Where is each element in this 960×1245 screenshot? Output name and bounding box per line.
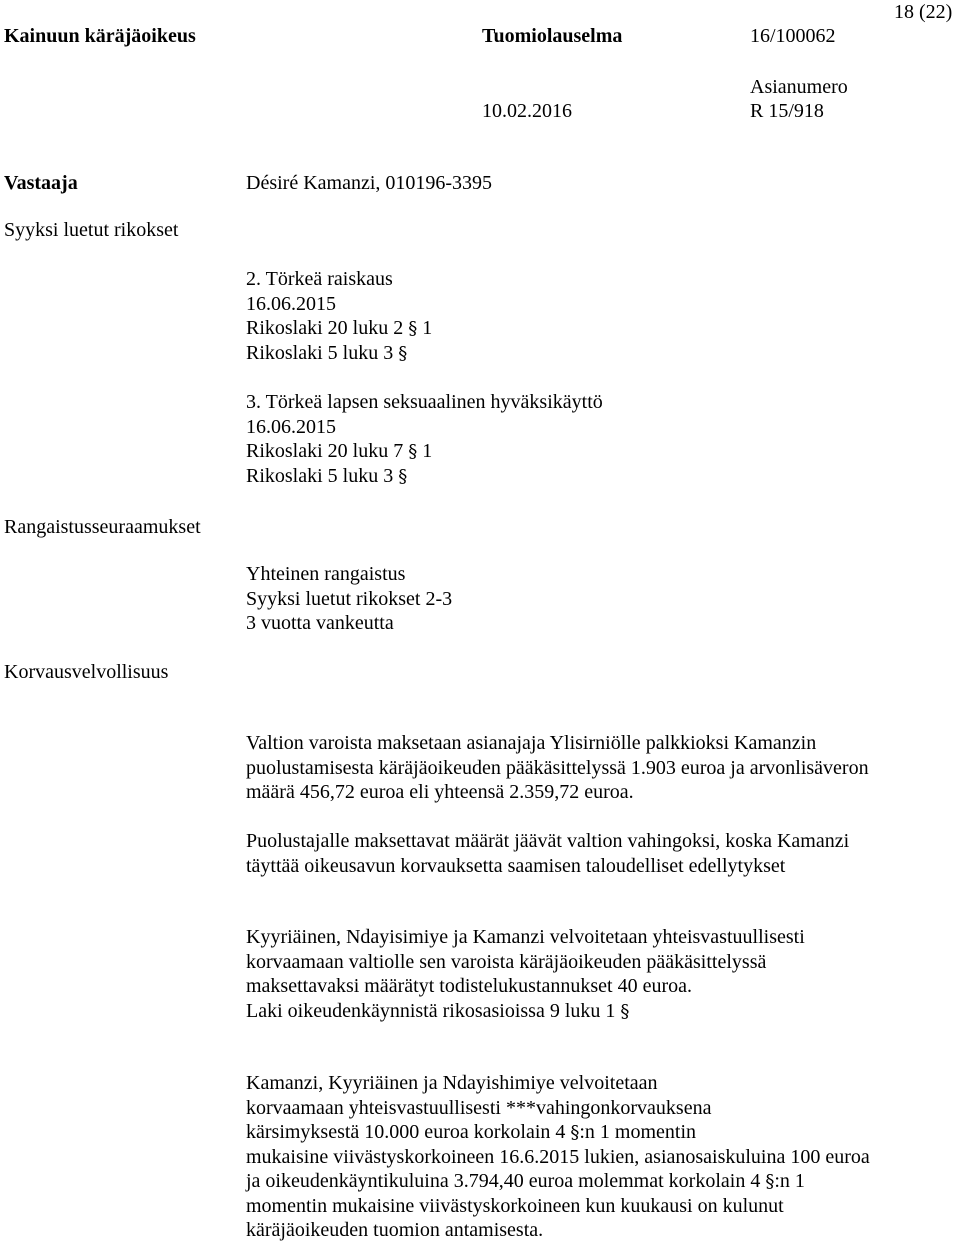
paragraph-line: käräjäoikeuden tuomion antamisesta.: [246, 1219, 544, 1241]
defendant-value: Désiré Kamanzi, 010196-3395: [246, 172, 493, 194]
charge-title: 3. Törkeä lapsen seksuaalinen hyväksikäyttö: [246, 391, 603, 413]
paragraph-line: puolustamisesta käräjäoikeuden pääkäsittelyssä 1.903 euroa ja arvonlisäveron: [246, 756, 869, 779]
section-sign: §: [398, 342, 408, 364]
paragraph-line: Laki oikeudenkäynnistä rikosasioissa 9 luku 1 §: [246, 999, 630, 1022]
paragraph-line: momentin mukaisine viivästyskorkoineen kun kuukausi on kulunut: [246, 1194, 784, 1217]
liability-paragraph-2: [246, 829, 849, 878]
charge-date: 16.06.2015: [246, 415, 336, 438]
paragraph-line: määrä 456,72 euroa eli yhteensä 2.359,72 euroa.: [246, 781, 634, 803]
page-number: 18 (22): [894, 1, 953, 23]
court-name: Kainuun käräjäoikeus: [4, 25, 196, 47]
section-sign: §: [408, 441, 418, 462]
section-sign: §: [620, 1000, 630, 1022]
section-sign: §: [570, 1122, 580, 1143]
section-sign: §: [765, 1171, 775, 1192]
paragraph-line: Valtion varoista maksetaan asianajaja Ylisirniölle palkkioksi Kamanzin: [246, 732, 817, 754]
document-type: Tuomiolauselma: [482, 25, 623, 47]
paragraph-line: Kamanzi, Kyyriäinen ja Ndayishimiye velvoitetaan: [246, 1072, 658, 1094]
sanction-line: 3 vuotta vankeutta: [246, 612, 394, 634]
sanction-block: [246, 562, 452, 636]
liability-paragraph-3: [246, 925, 805, 1023]
paragraph-line: korvaamaan valtiolle sen varoista käräjäoikeuden pääkäsittelyssä: [246, 950, 767, 973]
case-number: R 15/918: [750, 100, 824, 122]
paragraph-line: kärsimyksestä 10.000 euroa korkolain 4 §:n 1 momentin: [246, 1121, 697, 1143]
charge-3: [246, 390, 603, 488]
paragraph-line: mukaisine viivästyskorkoineen 16.6.2015 lukien, asianosaiskuluina 100 euroa: [246, 1145, 870, 1168]
charge-law: Rikoslaki 5 luku 3 §: [246, 341, 408, 364]
liability-paragraph-4: [246, 1071, 870, 1243]
case-number-label: Asianumero: [750, 76, 848, 98]
charges-section-label: Syyksi luetut rikokset: [4, 219, 179, 241]
charge-date: 16.06.2015: [246, 292, 336, 315]
paragraph-line: maksettavaksi määrätyt todistelukustannukset 40 euroa.: [246, 975, 692, 997]
paragraph-line: Puolustajalle maksettavat määrät jäävät valtion vahingoksi, koska Kamanzi: [246, 830, 850, 852]
charge-2: [246, 267, 432, 365]
section-sign: §: [398, 465, 408, 487]
charge-law: Rikoslaki 20 luku 2 § 1: [246, 317, 433, 339]
document-date: 10.02.2016: [482, 100, 572, 122]
paragraph-line: korvaamaan yhteisvastuullisesti ***vahingonkorvauksena: [246, 1096, 712, 1119]
document-number: 16/100062: [750, 25, 836, 47]
sanction-line: Yhteinen rangaistus: [246, 563, 406, 585]
sanction-line: Syyksi luetut rikokset 2-3: [246, 587, 453, 610]
charge-law: Rikoslaki 5 luku 3 §: [246, 464, 408, 487]
paragraph-line: Kyyriäinen, Ndayisimiye ja Kamanzi velvoitetaan yhteisvastuullisesti: [246, 926, 805, 948]
section-sign: §: [408, 318, 418, 339]
charge-title: 2. Törkeä raiskaus: [246, 268, 393, 290]
liability-section-label: Korvausvelvollisuus: [4, 661, 169, 683]
paragraph-line: täyttää oikeusavun korvauksetta saamisen taloudelliset edellytykset: [246, 854, 786, 877]
paragraph-line: ja oikeudenkäyntikuluina 3.794,40 euroa molemmat korkolain 4 §:n 1: [246, 1170, 805, 1192]
charge-law: Rikoslaki 20 luku 7 § 1: [246, 440, 433, 462]
sanctions-section-label: Rangaistusseuraamukset: [4, 516, 201, 538]
liability-paragraph-1: [246, 731, 869, 805]
defendant-label: Vastaaja: [4, 172, 78, 194]
